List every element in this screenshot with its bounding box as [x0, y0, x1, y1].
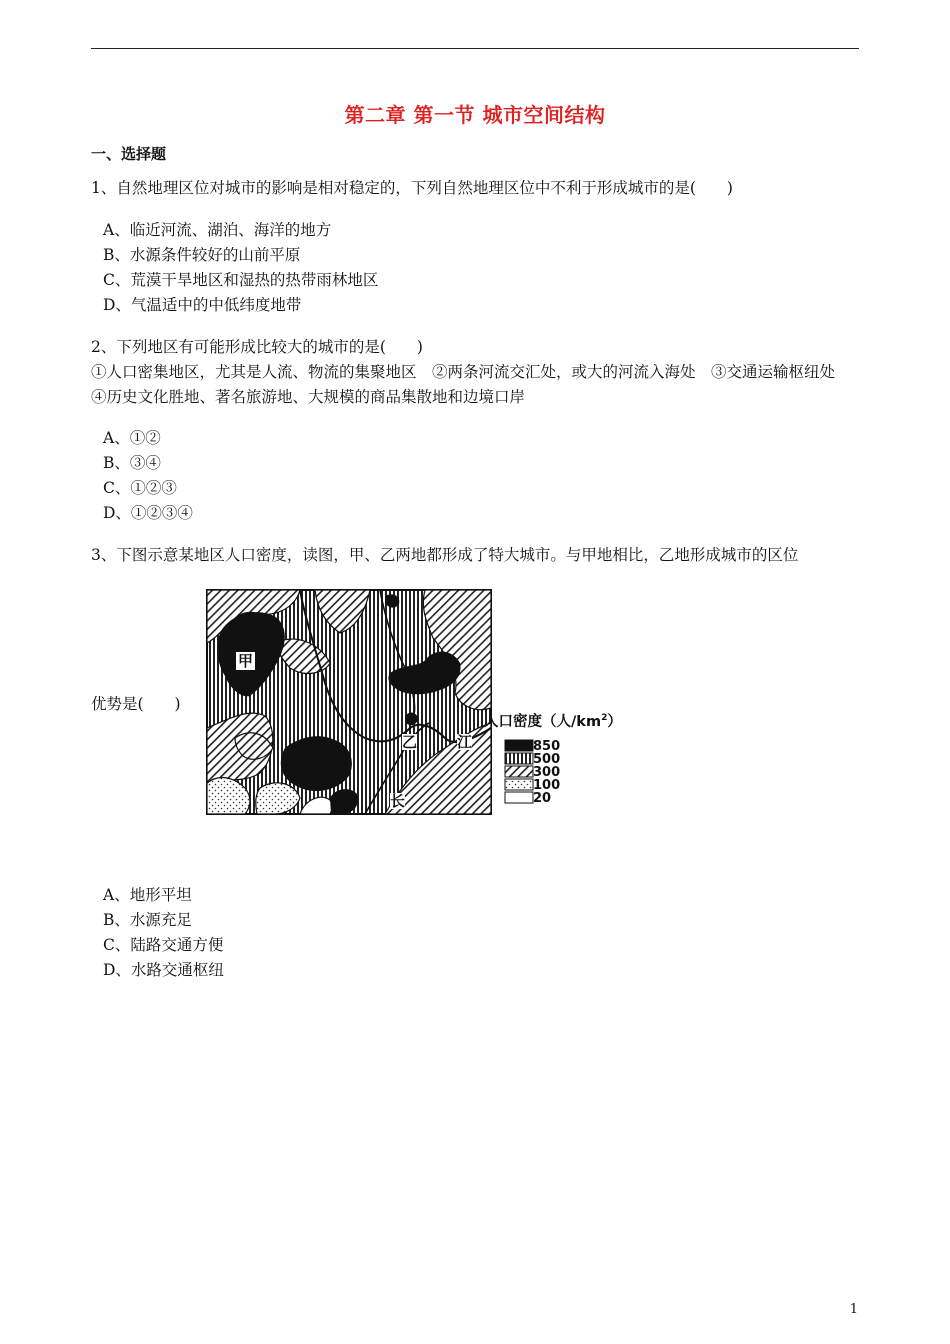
- question-3-stem: 3、下图示意某地区人口密度，读图，甲、乙两地都形成了特大城市。与甲地相比，乙地形成城市的区位: [91, 546, 799, 564]
- legend-value-20: 20: [533, 791, 552, 806]
- page-top-rule: [91, 48, 859, 49]
- legend-swatch-20: [505, 792, 533, 803]
- legend-value-850: 850: [533, 739, 561, 754]
- legend-title-close: ）: [607, 714, 622, 730]
- legend-title-sup: 2: [601, 713, 608, 724]
- question-2-option-d[interactable]: D、①②③④: [103, 504, 193, 522]
- question-1-option-d[interactable]: D、气温适中的中低纬度地带: [103, 296, 302, 314]
- section-heading: 一、选择题: [91, 145, 167, 163]
- legend-swatch-300: [505, 766, 533, 777]
- question-3-option-c[interactable]: C、陆路交通方便: [103, 936, 224, 954]
- population-density-figure: [205, 588, 675, 816]
- question-1-stem: 1、自然地理区位对城市的影响是相对稳定的，下列自然地理区位中不利于形成城市的是( ): [91, 179, 733, 197]
- question-1-options: [103, 218, 378, 318]
- legend-swatch-500: [505, 753, 533, 764]
- legend-value-500: 500: [533, 752, 561, 767]
- question-2-option-c[interactable]: C、①②③: [103, 479, 177, 497]
- question-2-option-a[interactable]: A、①②: [103, 429, 161, 447]
- question-1-option-c[interactable]: C、荒漠干旱地区和湿热的热带雨林地区: [103, 271, 379, 289]
- legend-swatch-850: [505, 740, 533, 751]
- map-label-yi: 乙: [402, 733, 418, 751]
- question-1-option-a[interactable]: A、临近河流、湖泊、海洋的地方: [103, 221, 332, 239]
- question-3-stem-tail: 优势是( ): [91, 695, 181, 713]
- legend-value-300: 300: [533, 765, 561, 780]
- question-3-option-d[interactable]: D、水路交通枢纽: [103, 961, 224, 979]
- question-2-stem: 2、下列地区有可能形成比较大的城市的是( ): [91, 338, 423, 356]
- question-3-options: [103, 883, 224, 983]
- question-1-option-b[interactable]: B、水源条件较好的山前平原: [103, 246, 301, 264]
- question-2-detail: ①人口密集地区，尤其是人流、物流的集聚地区 ②两条河流交汇处，或大的河流入海处 ③交通运输枢纽处 ④历史文化胜地、著名旅游地、大规模的商品集散地和边境口岸: [91, 363, 851, 406]
- legend-value-100: 100: [533, 778, 561, 793]
- region-850-south-central: [281, 736, 352, 791]
- map-label-jiang: 江: [457, 733, 473, 751]
- page-number: 1: [849, 1302, 858, 1317]
- question-3-option-b[interactable]: B、水源充足: [103, 911, 192, 929]
- map-label-jia: 甲: [238, 652, 254, 670]
- question-3-option-a[interactable]: A、地形平坦: [103, 886, 192, 904]
- page-title: 第二章 第一节 城市空间结构: [344, 103, 606, 127]
- question-2-option-b[interactable]: B、③④: [103, 454, 161, 472]
- population-density-map: [205, 588, 675, 816]
- map-label-jia-box: [236, 652, 255, 670]
- legend-title-text: 人口密度（人/km: [484, 714, 602, 730]
- legend-title: [484, 710, 622, 731]
- legend-swatch-100: [505, 779, 533, 790]
- question-2-options: [103, 426, 193, 526]
- map-label-chang: 长: [390, 792, 406, 810]
